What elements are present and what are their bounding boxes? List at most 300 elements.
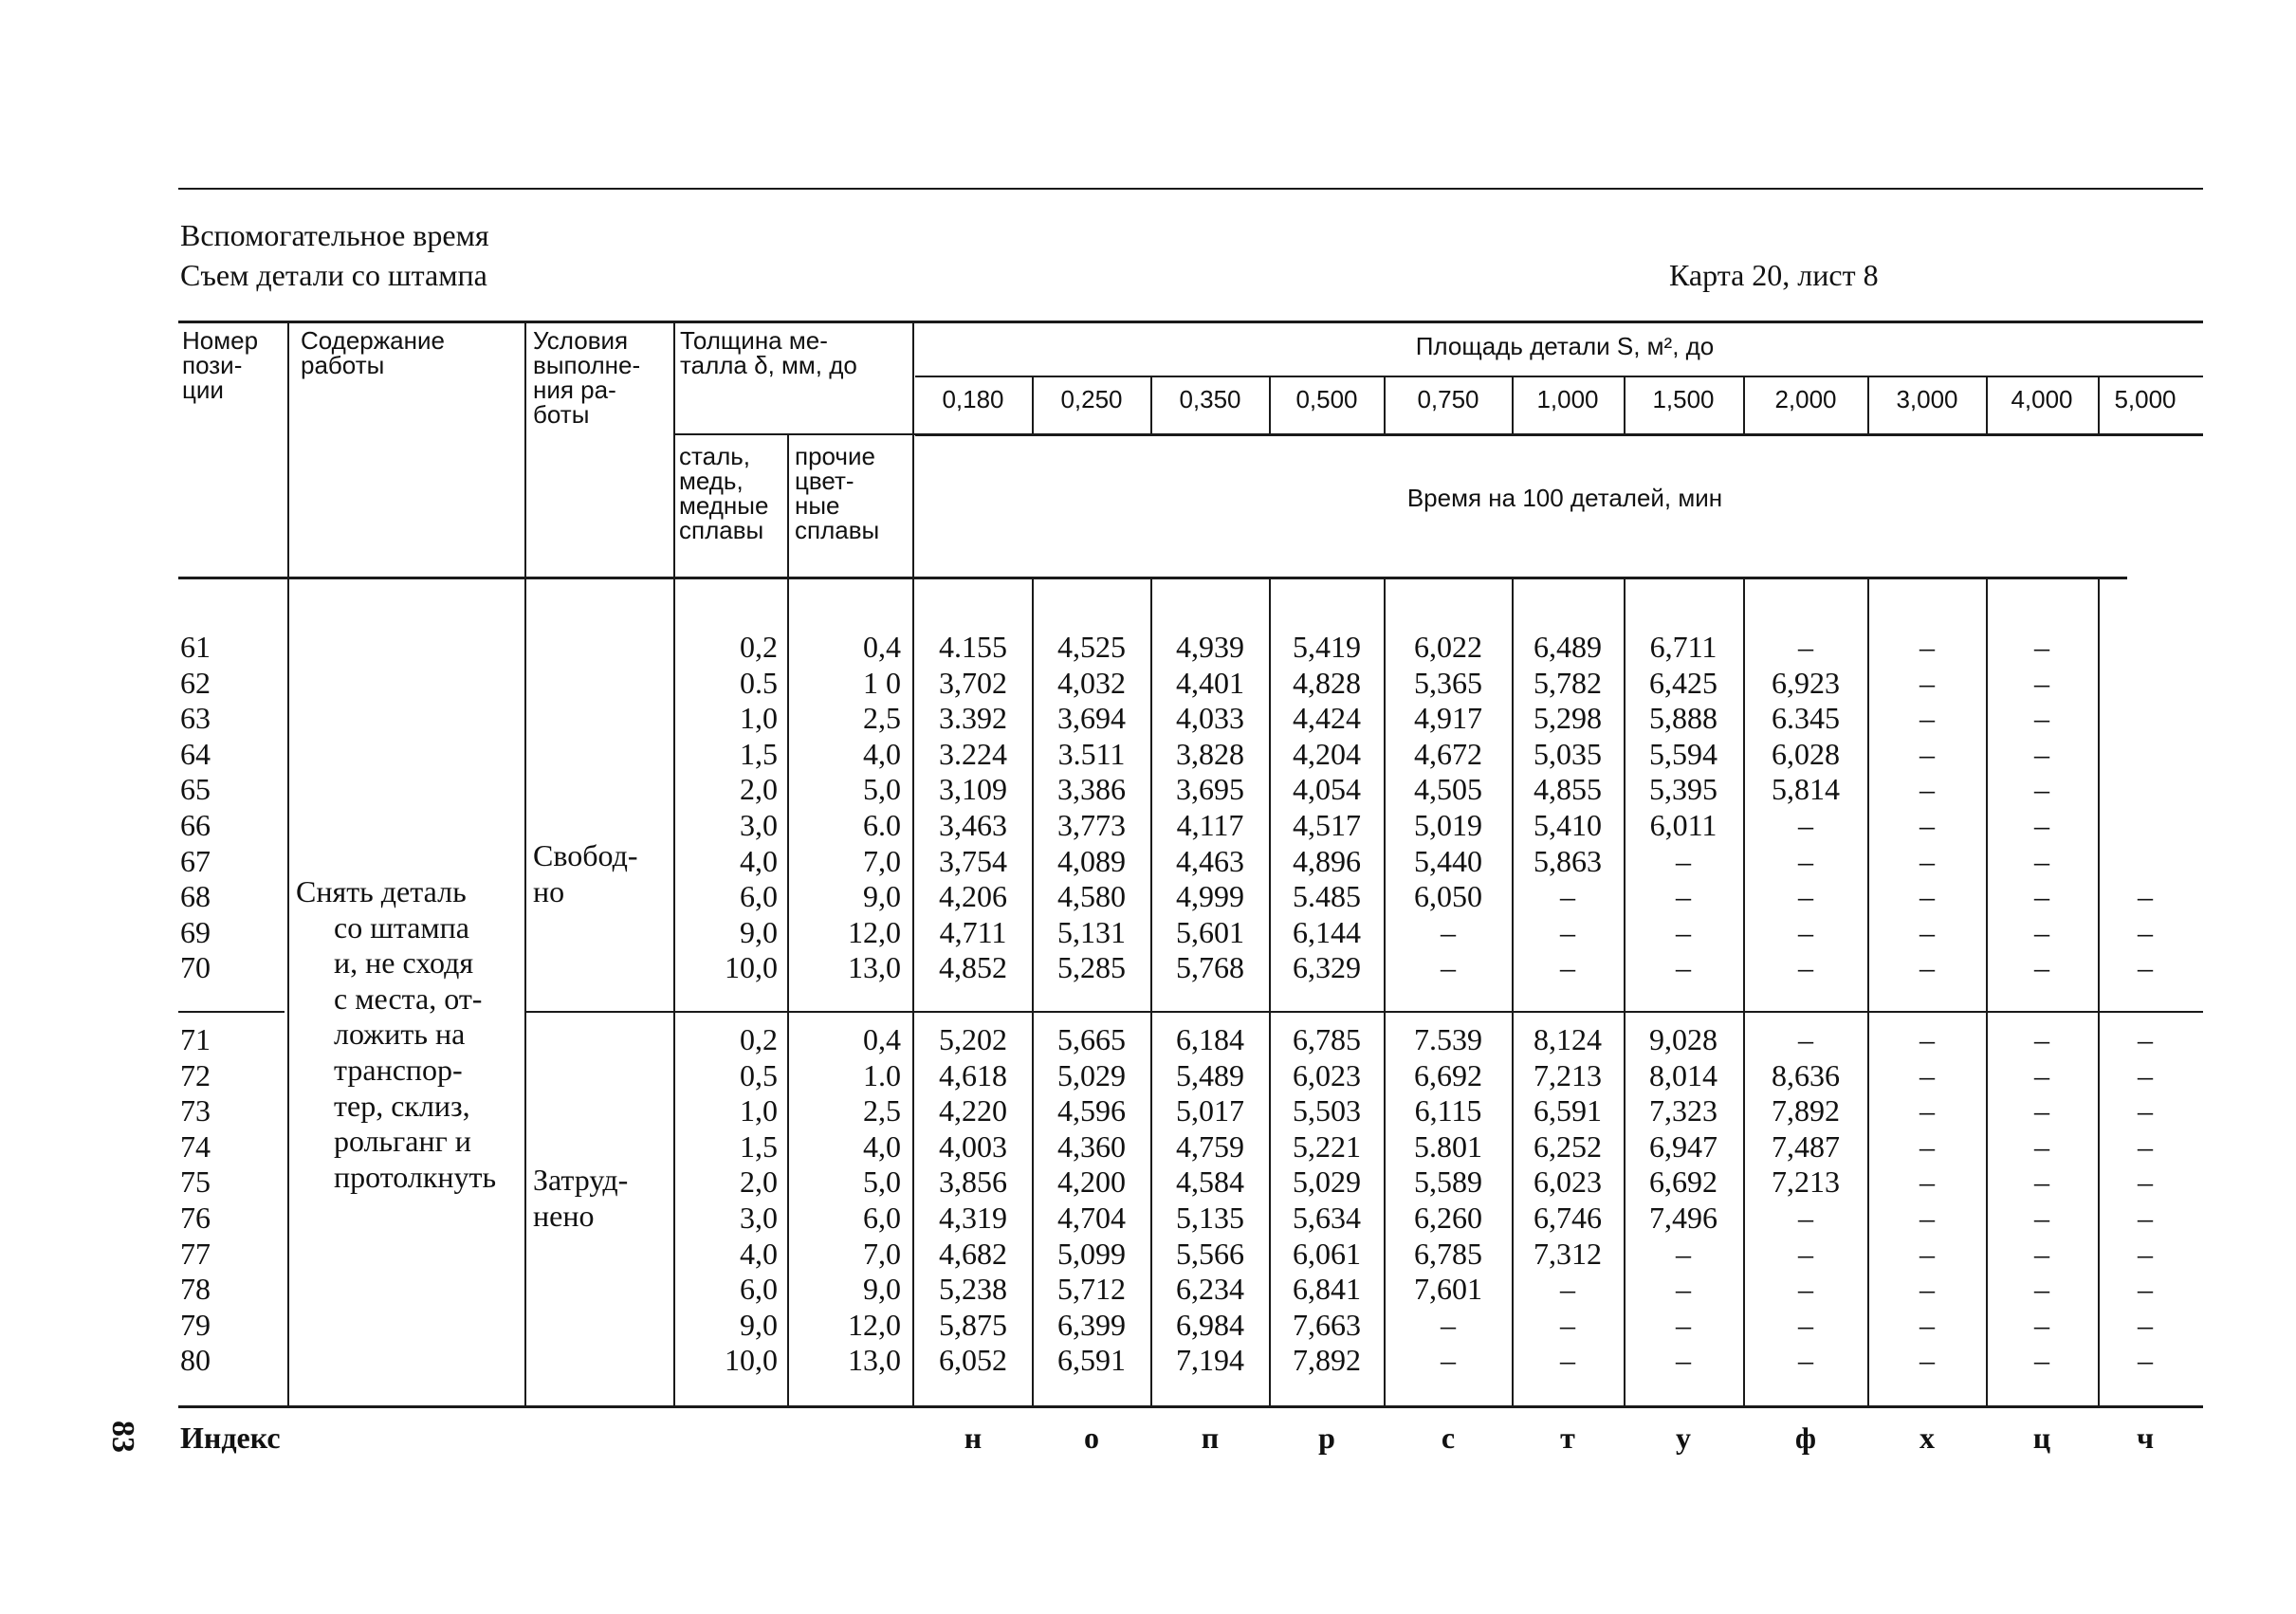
time-value: – [2138, 1057, 2153, 1092]
time-value: 6,591 [1534, 1093, 1602, 1128]
time-value: 6,115 [1414, 1093, 1482, 1128]
time-value: 5,863 [1534, 843, 1602, 878]
time-value: 6,184 [1176, 1022, 1244, 1056]
time-value: 3.224 [939, 736, 1007, 771]
time-value: – [2034, 879, 2049, 914]
condition-line: нено [533, 1198, 595, 1233]
area-value-header: 5,000 [2114, 385, 2177, 413]
time-value: 5,782 [1534, 665, 1602, 700]
time-value: 5,875 [939, 1307, 1007, 1342]
thickness-steel: 0.5 [740, 665, 778, 700]
time-value: 6,011 [1649, 808, 1717, 842]
title-line-1: Вспомогательное время [180, 218, 489, 252]
time-value: – [2138, 950, 2153, 985]
time-value: – [2034, 1128, 2049, 1164]
time-value: 4,896 [1293, 843, 1361, 878]
time-value: – [1798, 630, 1813, 664]
time-value: 3,702 [939, 665, 1007, 700]
time-value: – [1798, 843, 1813, 878]
time-value: 7,496 [1649, 1201, 1717, 1235]
time-value: – [1919, 1272, 1935, 1307]
time-value: 3,694 [1057, 701, 1126, 736]
header-other-line: цвет- [795, 467, 854, 495]
thickness-steel: 4,0 [740, 843, 778, 878]
header-position-line: ции [182, 376, 224, 404]
time-value: 6,984 [1176, 1307, 1244, 1342]
col-line-5 [912, 321, 914, 1406]
time-value: – [1798, 1307, 1813, 1342]
time-value: – [1919, 1236, 1935, 1271]
time-value: 4,401 [1176, 665, 1244, 700]
time-value: 4,319 [939, 1201, 1007, 1235]
time-value: – [2034, 1093, 2049, 1128]
time-value: – [1676, 950, 1691, 985]
time-value: – [1919, 950, 1935, 985]
position-number: 65 [180, 772, 211, 807]
time-value: 4,618 [939, 1057, 1007, 1092]
thickness-steel: 0,2 [740, 1022, 778, 1056]
time-value: 6,923 [1772, 665, 1840, 700]
time-value: 4,852 [939, 950, 1007, 985]
body-sep-8 [1867, 578, 1869, 1405]
time-value: – [1919, 1093, 1935, 1128]
time-value: 7,892 [1293, 1343, 1361, 1378]
time-value: 6,061 [1293, 1236, 1361, 1271]
time-value: 7,194 [1176, 1343, 1244, 1378]
body-sep-4 [1384, 578, 1386, 1405]
time-value: 3,856 [939, 1165, 1007, 1200]
time-value: 5,601 [1176, 914, 1244, 949]
top-rule [178, 188, 2203, 190]
thickness-steel: 1,5 [740, 736, 778, 771]
time-value: 5,221 [1293, 1128, 1361, 1164]
area-header-rule [915, 376, 2203, 377]
time-value: 6,425 [1649, 665, 1717, 700]
time-value: – [2034, 1022, 2049, 1056]
time-value: – [1560, 950, 1575, 985]
area-values-rule [915, 433, 2203, 436]
thickness-other: 9,0 [863, 879, 901, 914]
thickness-steel: 0,2 [740, 630, 778, 664]
time-value: – [2138, 1201, 2153, 1235]
col-line-2 [524, 321, 526, 1406]
time-value: – [1676, 914, 1691, 949]
time-value: 5,712 [1057, 1272, 1126, 1307]
time-value: 6.345 [1772, 701, 1840, 736]
time-value: – [1919, 772, 1935, 807]
time-value: 5,029 [1293, 1165, 1361, 1200]
group-separator-rule-right [524, 1011, 2203, 1013]
time-value: 4,032 [1057, 665, 1126, 700]
thickness-other: 2,5 [863, 1093, 901, 1128]
position-number: 63 [180, 701, 211, 736]
time-value: 7,213 [1534, 1057, 1602, 1092]
time-value: – [1919, 879, 1935, 914]
time-value: 5,298 [1534, 701, 1602, 736]
time-value: – [2034, 701, 2049, 736]
time-value: 5,017 [1176, 1093, 1244, 1128]
time-value: – [2034, 1272, 2049, 1307]
area-sep-8 [1867, 376, 1869, 435]
thickness-other: 7,0 [863, 843, 901, 878]
time-value: 5,566 [1176, 1236, 1244, 1271]
thickness-other: 4,0 [863, 736, 901, 771]
position-number: 69 [180, 914, 211, 949]
time-value: 7,892 [1772, 1093, 1840, 1128]
time-value: – [1798, 1272, 1813, 1307]
position-number: 80 [180, 1343, 211, 1378]
header-bottom-rule [178, 577, 2127, 579]
time-value: 6,023 [1293, 1057, 1361, 1092]
header-position [182, 328, 258, 402]
time-value: 5,594 [1649, 736, 1717, 771]
card-reference: Карта 20, лист 8 [1669, 258, 1879, 292]
time-value: 6,785 [1293, 1022, 1361, 1056]
col-line-3 [673, 321, 675, 1406]
index-letter: ф [1794, 1421, 1817, 1455]
time-value: 3.392 [939, 701, 1007, 736]
time-value: 7,663 [1293, 1307, 1361, 1342]
thickness-steel: 1,0 [740, 701, 778, 736]
time-value: 6,144 [1293, 914, 1361, 949]
time-value: 5.485 [1293, 879, 1361, 914]
position-number: 74 [180, 1128, 211, 1164]
header-conditions-line: выполне- [533, 351, 641, 379]
header-other-alloys [795, 444, 879, 542]
index-letter: у [1676, 1421, 1691, 1455]
area-value-header: 0,500 [1295, 385, 1358, 413]
time-value: 4,033 [1176, 701, 1244, 736]
time-value: – [1676, 843, 1691, 878]
area-sep-1 [1032, 376, 1034, 435]
thickness-other: 1 0 [863, 665, 901, 700]
thickness-other: 5,0 [863, 1165, 901, 1200]
time-value: 5,888 [1649, 701, 1717, 736]
index-letter: т [1560, 1421, 1575, 1455]
thickness-other: 4,0 [863, 1128, 901, 1164]
position-number: 75 [180, 1165, 211, 1200]
time-value: 8,636 [1772, 1057, 1840, 1092]
thickness-steel: 4,0 [740, 1236, 778, 1271]
time-value: – [1919, 1057, 1935, 1092]
time-value: – [2138, 1093, 2153, 1128]
time-value: – [2034, 1236, 2049, 1271]
position-number: 61 [180, 630, 211, 664]
thickness-other: 2,5 [863, 701, 901, 736]
time-value: – [1798, 1343, 1813, 1378]
position-number: 68 [180, 879, 211, 914]
time-value: – [2034, 950, 2049, 985]
time-value: 6,785 [1414, 1236, 1482, 1271]
time-value: – [1798, 1201, 1813, 1235]
area-value-header: 0,180 [942, 385, 1004, 413]
work-content-line: и, не сходя [334, 945, 474, 981]
time-value: 5,768 [1176, 950, 1244, 985]
position-number: 79 [180, 1307, 211, 1342]
time-value: 4,003 [939, 1128, 1007, 1164]
time-value: – [2034, 843, 2049, 878]
thickness-steel: 0,5 [740, 1057, 778, 1092]
index-label: Индекс [180, 1421, 281, 1455]
time-value: 4,711 [939, 914, 1007, 949]
time-value: – [1919, 1165, 1935, 1200]
time-value: 6,260 [1414, 1201, 1482, 1235]
time-value: – [1919, 1343, 1935, 1378]
time-value: 4,360 [1057, 1128, 1126, 1164]
time-value: 4,759 [1176, 1128, 1244, 1164]
header-thickness-line: талла δ, мм, до [680, 351, 857, 379]
time-value: 4,204 [1293, 736, 1361, 771]
time-value: 4,220 [939, 1093, 1007, 1128]
col-line-4 [787, 434, 789, 1406]
time-value: 3.511 [1057, 736, 1126, 771]
condition-line: но [533, 873, 565, 908]
time-value: – [2034, 665, 2049, 700]
position-number: 67 [180, 843, 211, 878]
position-number: 62 [180, 665, 211, 700]
time-value: 5,489 [1176, 1057, 1244, 1092]
thickness-steel: 6,0 [740, 1272, 778, 1307]
header-conditions-line: боты [533, 400, 590, 429]
thickness-steel: 6,0 [740, 879, 778, 914]
header-other-line: ные [795, 491, 840, 520]
time-value: – [1919, 701, 1935, 736]
thickness-sub-rule [675, 433, 915, 435]
header-content-line: работы [301, 351, 385, 379]
time-value: 4,917 [1414, 701, 1482, 736]
time-value: – [1798, 1236, 1813, 1271]
time-value: 7.539 [1414, 1022, 1482, 1056]
index-letter: р [1318, 1421, 1335, 1455]
time-value: 8,014 [1649, 1057, 1717, 1092]
time-value: 7,312 [1534, 1236, 1602, 1271]
thickness-steel: 1,0 [740, 1093, 778, 1128]
position-number: 66 [180, 808, 211, 842]
time-value: 4,855 [1534, 772, 1602, 807]
time-value: – [2034, 630, 2049, 664]
time-value: 5,099 [1057, 1236, 1126, 1271]
header-steel-line: сталь, [679, 442, 751, 470]
header-steel-line: медь, [679, 467, 744, 495]
work-content-line: транспор- [334, 1052, 463, 1087]
time-value: 6,022 [1414, 630, 1482, 664]
index-letter: н [964, 1421, 983, 1455]
header-position-line: Номер [182, 326, 259, 355]
thickness-other: 12,0 [848, 1307, 901, 1342]
position-number: 72 [180, 1057, 211, 1092]
condition-line: Затруд- [533, 1163, 629, 1197]
time-value: 6,711 [1649, 630, 1717, 664]
thickness-other: 0,4 [863, 1022, 901, 1056]
thickness-other: 7,0 [863, 1236, 901, 1271]
time-value: – [1798, 879, 1813, 914]
time-value: 8,124 [1534, 1022, 1602, 1056]
header-thickness [680, 328, 857, 377]
area-value-header: 0,250 [1060, 385, 1123, 413]
time-value: – [1441, 1307, 1456, 1342]
thickness-other: 6,0 [863, 1201, 901, 1235]
time-value: 4,463 [1176, 843, 1244, 878]
work-content [296, 874, 496, 1195]
page-number: 83 [105, 1421, 140, 1453]
time-value: – [1676, 1307, 1691, 1342]
thickness-other: 13,0 [848, 1343, 901, 1378]
time-value: – [1798, 808, 1813, 842]
index-letter: ц [2032, 1421, 2051, 1455]
thickness-other: 6.0 [863, 808, 901, 842]
time-value: 5,419 [1293, 630, 1361, 664]
time-value: – [1676, 1343, 1691, 1378]
thickness-steel: 3,0 [740, 1201, 778, 1235]
thickness-steel: 9,0 [740, 1307, 778, 1342]
time-value: – [2138, 1128, 2153, 1164]
time-value: 5,665 [1057, 1022, 1126, 1056]
time-value: 5,814 [1772, 772, 1840, 807]
time-value: 6,841 [1293, 1272, 1361, 1307]
group-separator-rule [178, 1011, 285, 1013]
body-sep-1 [1032, 578, 1034, 1405]
time-value: 6,489 [1534, 630, 1602, 664]
time-value: 5,202 [939, 1022, 1007, 1056]
time-value: 4,704 [1057, 1201, 1126, 1235]
time-value: 6,746 [1534, 1201, 1602, 1235]
index-letter: х [1919, 1421, 1935, 1455]
position-number: 64 [180, 736, 211, 771]
time-value: 5,019 [1414, 808, 1482, 842]
header-steel-line: сплавы [679, 516, 764, 544]
time-value: 3,109 [939, 772, 1007, 807]
work-content-line: с места, от- [334, 981, 483, 1016]
time-value: 4,200 [1057, 1165, 1126, 1200]
time-value: 4,089 [1057, 843, 1126, 878]
header-area: Площадь детали S, м², до [1415, 332, 1715, 360]
work-content-line: рольганг и [334, 1124, 471, 1159]
time-value: – [1919, 630, 1935, 664]
time-value: – [1919, 1201, 1935, 1235]
time-value: 3,754 [939, 843, 1007, 878]
time-value: 6,692 [1649, 1165, 1717, 1200]
time-value: 6,692 [1414, 1057, 1482, 1092]
time-value: 5,035 [1534, 736, 1602, 771]
time-value: 4,596 [1057, 1093, 1126, 1128]
time-value: – [2034, 808, 2049, 842]
time-value: 3,828 [1176, 736, 1244, 771]
time-value: – [2138, 1343, 2153, 1378]
time-value: 5,365 [1414, 665, 1482, 700]
time-value: 4.155 [939, 630, 1007, 664]
time-value: 3,773 [1057, 808, 1126, 842]
time-value: 5,634 [1293, 1201, 1361, 1235]
time-value: – [2034, 1343, 2049, 1378]
work-content-line: со штампа [334, 909, 469, 945]
time-value: 5,131 [1057, 914, 1126, 949]
time-value: 9,028 [1649, 1022, 1717, 1056]
time-value: 6,028 [1772, 736, 1840, 771]
time-value: 6,052 [939, 1343, 1007, 1378]
condition-free [533, 838, 638, 909]
time-value: 5,395 [1649, 772, 1717, 807]
thickness-other: 0,4 [863, 630, 901, 664]
time-value: – [2034, 1165, 2049, 1200]
position-number: 73 [180, 1093, 211, 1128]
time-value: 7,487 [1772, 1128, 1840, 1164]
time-value: – [2138, 1307, 2153, 1342]
time-value: 4,424 [1293, 701, 1361, 736]
time-value: – [2034, 736, 2049, 771]
time-value: – [2138, 1022, 2153, 1056]
time-value: – [2034, 1201, 2049, 1235]
header-time: Время на 100 деталей, мин [1406, 484, 1723, 512]
time-value: – [1919, 843, 1935, 878]
time-value: – [2034, 914, 2049, 949]
time-value: 4,054 [1293, 772, 1361, 807]
index-letter: с [1441, 1421, 1456, 1455]
time-value: – [2034, 772, 2049, 807]
body-sep-2 [1150, 578, 1152, 1405]
time-value: – [1441, 1343, 1456, 1378]
time-value: – [2138, 914, 2153, 949]
time-value: 4,584 [1176, 1165, 1244, 1200]
header-other-line: прочие [795, 442, 875, 470]
time-value: – [1919, 665, 1935, 700]
area-value-header: 2,000 [1774, 385, 1837, 413]
thickness-other: 1.0 [863, 1057, 901, 1092]
time-value: – [1560, 1272, 1575, 1307]
position-number: 77 [180, 1236, 211, 1271]
header-conditions [533, 328, 640, 427]
time-value: 5,238 [939, 1272, 1007, 1307]
header-content [301, 328, 445, 377]
time-value: – [1798, 1022, 1813, 1056]
header-thickness-line: Толщина ме- [680, 326, 828, 355]
header-conditions-line: Условия [533, 326, 629, 355]
area-sep-7 [1743, 376, 1745, 435]
area-sep-4 [1384, 376, 1386, 435]
thickness-steel: 10,0 [725, 950, 778, 985]
time-value: – [1919, 1022, 1935, 1056]
time-value: 5,589 [1414, 1165, 1482, 1200]
time-value: 5,135 [1176, 1201, 1244, 1235]
area-value-header: 0,750 [1417, 385, 1479, 413]
table-top-rule [178, 321, 2203, 323]
time-value: 6,329 [1293, 950, 1361, 985]
title-line-2: Съем детали со штампа [180, 258, 487, 292]
time-value: – [2138, 879, 2153, 914]
area-value-header: 1,000 [1536, 385, 1599, 413]
table-bottom-rule [178, 1405, 2203, 1408]
work-content-line: ложить на [334, 1017, 466, 1052]
time-value: – [1919, 808, 1935, 842]
time-value: – [1919, 914, 1935, 949]
time-value: – [1560, 879, 1575, 914]
thickness-steel: 2,0 [740, 772, 778, 807]
time-value: – [2138, 1236, 2153, 1271]
time-value: 6,591 [1057, 1343, 1126, 1378]
header-content-line: Содержание [301, 326, 445, 355]
time-value: 4,525 [1057, 630, 1126, 664]
time-value: 5,503 [1293, 1093, 1361, 1128]
thickness-steel: 9,0 [740, 914, 778, 949]
time-value: 6,399 [1057, 1307, 1126, 1342]
time-value: – [1919, 1307, 1935, 1342]
time-value: 5,029 [1057, 1057, 1126, 1092]
time-value: – [1441, 914, 1456, 949]
time-value: 7,601 [1414, 1272, 1482, 1307]
header-position-line: пози- [182, 351, 243, 379]
time-value: 7,323 [1649, 1093, 1717, 1128]
col-line-1 [287, 321, 289, 1406]
header-conditions-line: ния ра- [533, 376, 616, 404]
